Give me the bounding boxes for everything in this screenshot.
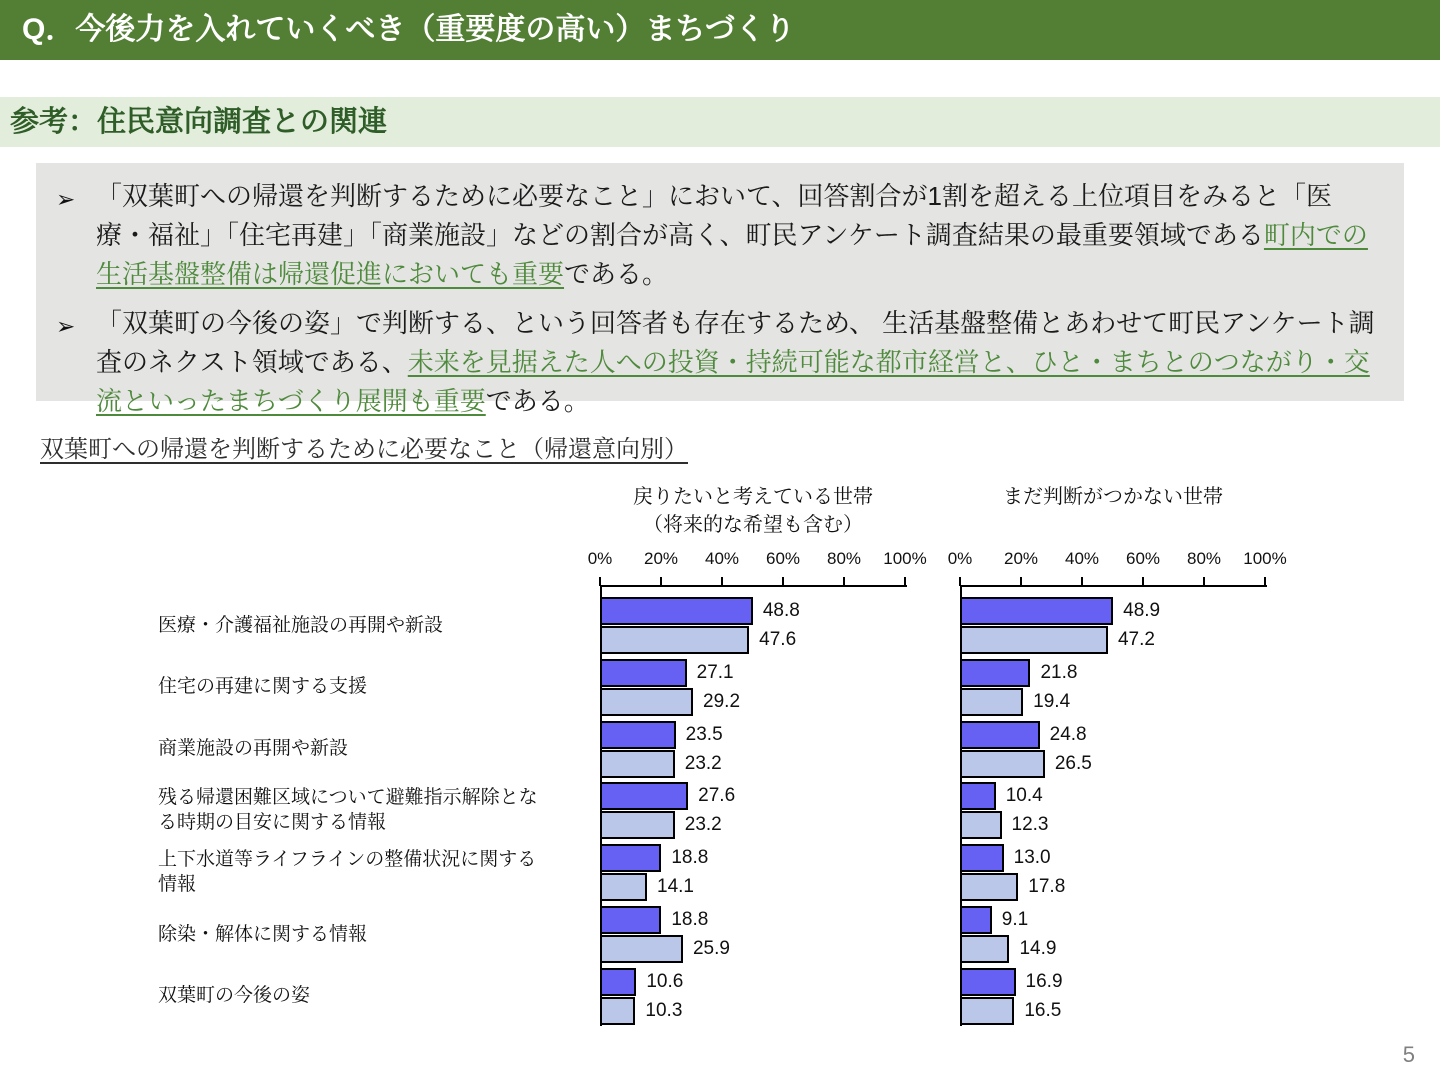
bar-value-label: 27.1 [696,661,734,683]
axis-tick-label: 100% [1243,549,1287,568]
axis-tick-label: 20% [643,549,679,568]
bar-segment [600,597,753,625]
bar-segment [600,750,675,778]
category-label: 上下水道等ライフラインの整備状況に関する情報 [158,849,537,896]
bar-segment [960,721,1040,749]
category-label: 残る帰還困難区域について避難指示解除となる時期の目安に関する情報 [158,787,538,834]
bullet-text-post: である。 [564,259,669,289]
axis-tick-label: 60% [765,549,801,568]
bar-value-label: 47.6 [759,629,797,650]
bar-segment [600,626,749,654]
bar-value-label: 27.6 [698,785,736,807]
bar-segment [600,968,636,996]
bar-value-label: 13.0 [1013,847,1051,869]
axis-tick-mark [660,577,662,586]
bar-segment [960,997,1014,1025]
bar-segment [960,968,1016,996]
bar-value-label: 10.6 [646,970,684,992]
bar-value-label: 48.8 [762,600,800,621]
axis-tick-mark [782,577,784,586]
bullet-text [96,177,1382,294]
bar-value-label: 16.5 [1024,999,1062,1021]
category-label: 住宅の再建に関する支援 [158,676,368,698]
bar-value-label: 14.9 [1019,938,1057,959]
axis-tick-label: 40% [704,549,740,568]
axis-tick-mark [843,577,845,586]
bullet-text-pre: 「双葉町の今後の姿」で判断する、という回答者も存在するため、 生活基盤整備とあわせて町民アンケート調査のネクスト領域である、 [96,308,1375,377]
bar-value-label: 25.9 [692,938,730,959]
axis-tick-mark [721,577,723,586]
axis-tick-label: 100% [883,549,927,568]
bar-segment [600,997,635,1025]
axis-tick-label: 20% [1003,549,1039,568]
axis-tick-mark [1264,577,1266,586]
bullet-text-pre: 「双葉町への帰還を判断するために必要なこと」において、回答割合が1割を超える上位項目をみると「医療・福祉」「住宅再建」「商業施設」などの割合が高く、町民アンケート調査結果の最重要領域である [96,181,1332,250]
axis-tick-label: 40% [1064,549,1100,568]
category-label: 医療・介護福祉施設の再開や新設 [158,614,444,636]
axis-tick-label: 0% [947,549,973,568]
bar-value-label: 26.5 [1054,752,1092,774]
axis-tick-mark [599,577,601,586]
bar-value-label: 21.8 [1040,661,1078,683]
bar-segment [960,906,992,934]
subheader-title: 参考：住民意向調査との関連 [10,106,388,138]
arrow-bullet-icon: ➢ [56,186,76,212]
axis-tick-mark [1020,577,1022,586]
bullet-text-post: である。 [485,386,590,416]
bar-segment [960,597,1113,625]
bar-value-label: 19.4 [1033,690,1071,712]
bar-value-label: 47.2 [1117,629,1155,650]
bar-segment [600,873,647,901]
bar-value-label: 18.8 [671,847,709,869]
category-label: 商業施設の再開や新設 [158,738,349,760]
bullet-item [56,177,1382,294]
bar-value-label: 23.2 [684,752,722,774]
bar-segment [600,782,688,810]
axis-tick-label: 80% [826,549,862,568]
bar-segment [600,935,683,963]
bullet-text [96,304,1382,421]
bar-value-label: 16.9 [1025,970,1063,992]
panel-title-line: （将来的な希望も含む） [643,514,863,536]
bar-value-label: 10.4 [1005,785,1043,807]
bar-segment [960,935,1009,963]
bar-segment [960,626,1108,654]
summary-note-box [36,163,1404,416]
category-label: 除染・解体に関する情報 [158,923,368,945]
bullet-item [56,304,1382,421]
category-label: 双葉町の今後の姿 [158,985,311,1007]
bullet-text-emphasis: 町内での生活基盤整備は帰還促進においても重要 [96,220,1368,289]
bar-segment [960,782,996,810]
bullet-text-emphasis: 未来を見据えた人への投資・持続可能な都市経営と、ひと・まちとのつながり・交流といったまちづくり展開も重要 [96,347,1370,416]
bar-value-label: 10.3 [645,999,683,1021]
bar-segment [960,750,1045,778]
bar-value-label: 17.8 [1028,876,1066,898]
axis-line [960,585,1267,587]
bar-value-label: 29.2 [703,690,741,712]
slide-title: Q．今後力を入れていくべき（重要度の高い）まちづくり [22,13,796,46]
bar-segment [960,873,1018,901]
bar-value-label: 24.8 [1049,723,1087,745]
axis-baseline [600,585,602,1026]
bar-segment [960,659,1030,687]
slide-header-bar [0,0,1440,60]
bar-value-label: 12.3 [1011,814,1049,836]
bar-value-label: 48.9 [1123,600,1161,621]
bar-segment [600,721,676,749]
page-number: 5 [1402,1042,1415,1067]
axis-tick-mark [1081,577,1083,586]
panel-title-line: 戻りたいと考えている世帯 [633,486,873,508]
bar-value-label: 18.8 [671,909,709,930]
bar-segment [960,811,1002,839]
bar-value-label: 23.5 [685,723,723,745]
bar-segment [600,844,661,872]
bar-segment [600,811,675,839]
panel-title-right [920,483,1306,511]
panel-title-left [560,483,946,539]
chart-section-title: 双葉町への帰還を判断するために必要なこと（帰還意向別） [40,436,688,463]
axis-tick-mark [959,577,961,586]
panel-title-line: まだ判断がつかない世帯 [1003,486,1223,508]
axis-baseline [960,585,962,1026]
arrow-bullet-icon: ➢ [56,313,76,339]
axis-tick-mark [904,577,906,586]
axis-tick-mark [1203,577,1205,586]
bar-value-label: 9.1 [1001,909,1029,930]
axis-tick-label: 60% [1125,549,1161,568]
bar-segment [600,659,687,687]
axis-line [600,585,907,587]
axis-tick-label: 80% [1186,549,1222,568]
axis-tick-mark [1142,577,1144,586]
bar-segment [600,906,661,934]
axis-tick-label: 0% [587,549,613,568]
bar-value-label: 14.1 [657,876,694,898]
bar-segment [960,688,1023,716]
bar-value-label: 23.2 [684,814,722,836]
bar-segment [960,844,1004,872]
bar-segment [600,688,693,716]
